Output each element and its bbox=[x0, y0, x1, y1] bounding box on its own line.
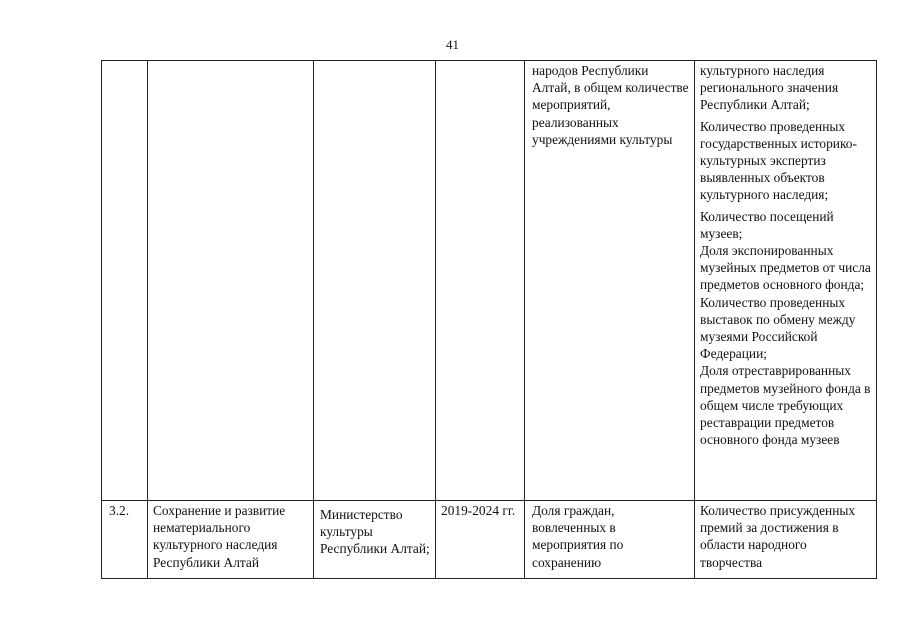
cell-name bbox=[148, 61, 314, 501]
cell-period bbox=[436, 61, 525, 501]
indicator-text: народов Республики Алтай, в общем количестве мероприятий, реализованных учреждениями культуры bbox=[532, 63, 689, 147]
indicator-text: Доля граждан, вовлеченных в мероприятия по сохранению bbox=[532, 503, 624, 570]
program-table bbox=[101, 60, 877, 579]
table-row bbox=[102, 61, 877, 501]
cell-number bbox=[102, 61, 148, 501]
result-item: Доля отреставрированных предметов музейного фонда в общем числе требующих реставрации предметов основного фонда музеев bbox=[700, 363, 871, 448]
executor: Министерство культуры Республики Алтай; bbox=[320, 507, 430, 557]
cell-results bbox=[695, 61, 877, 501]
cell-number bbox=[102, 501, 148, 579]
result-item: Количество присужденных премий за достижения в области народного творчества bbox=[700, 503, 856, 570]
result-item: Количество посещений музеев; bbox=[700, 208, 834, 241]
cell-executor bbox=[314, 501, 436, 579]
result-item: культурного наследия регионального значения Республики Алтай; bbox=[700, 63, 839, 113]
event-name: Сохранение и развитие нематериального культурного наследия Республики Алтай bbox=[153, 503, 286, 570]
result-item: Количество проведенных государственных историко-культурных экспертиз выявленных объектов культурного наследия; bbox=[700, 118, 857, 203]
cell-indicator bbox=[525, 61, 695, 501]
executor bbox=[314, 61, 435, 62]
page-number: 41 bbox=[446, 37, 459, 52]
result-item: Количество проведенных выставок по обмену между музеями Российской Федерации; bbox=[700, 294, 856, 362]
cell-period bbox=[436, 501, 525, 579]
event-name bbox=[148, 61, 313, 62]
period bbox=[436, 61, 524, 62]
cell-indicator bbox=[525, 501, 695, 579]
cell-results bbox=[695, 501, 877, 579]
table-row bbox=[102, 501, 877, 579]
cell-executor bbox=[314, 61, 436, 501]
cell-name bbox=[148, 501, 314, 579]
result-item: Доля экспонированных музейных предметов от числа предметов основного фонда; bbox=[700, 243, 871, 293]
period: 2019-2024 гг. bbox=[441, 503, 516, 518]
results-list bbox=[695, 501, 876, 571]
row-number: 3.2. bbox=[109, 503, 130, 518]
row-number bbox=[102, 61, 147, 62]
results-list bbox=[695, 61, 876, 448]
